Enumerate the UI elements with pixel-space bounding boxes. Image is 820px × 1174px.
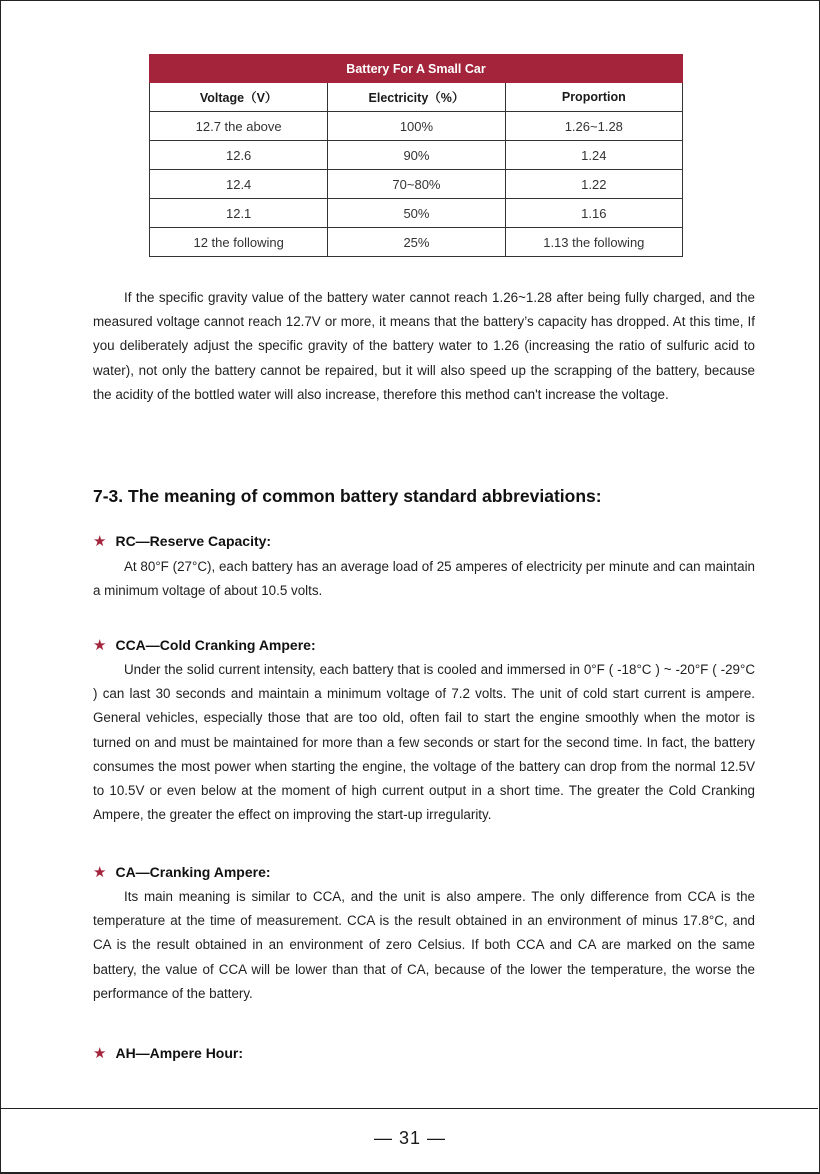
cell-electricity: 90% [328, 141, 505, 170]
cell-voltage: 12.1 [150, 199, 328, 228]
table-row [150, 112, 683, 141]
ca-paragraph: Its main meaning is similar to CCA, and the unit is also ampere. The only difference from CCA is the temperature at the time of measurement. CCA is the result obtained in an environment of minus 17.8°C, and CA is the result obtained in an environment of zero Celsius. If both CCA and CA are marked on the same battery, the value of CCA will be lower than that of CA, because of the lower the temperature, the worse the performance of the battery. [93, 889, 755, 1001]
cca-heading [93, 636, 316, 654]
header-electricity: Electricity（%） [328, 83, 505, 112]
rc-heading [93, 532, 271, 550]
rc-heading-text: RC—Reserve Capacity: [115, 533, 272, 549]
table-row [150, 141, 683, 170]
section-title: 7-3. The meaning of common battery standard abbreviations: [93, 486, 602, 506]
cell-proportion: 1.22 [505, 170, 682, 199]
battery-table [149, 54, 683, 257]
header-voltage: Voltage（V） [150, 83, 328, 112]
cell-electricity: 25% [328, 228, 505, 257]
cell-proportion: 1.16 [505, 199, 682, 228]
cell-voltage: 12.6 [150, 141, 328, 170]
ah-heading-text: AH—Ampere Hour: [115, 1045, 244, 1061]
table-row [150, 199, 683, 228]
header-proportion: Proportion [505, 83, 682, 112]
cca-heading-text: CCA—Cold Cranking Ampere: [115, 637, 316, 653]
cell-voltage: 12 the following [150, 228, 328, 257]
star-icon: ★ [93, 637, 107, 654]
cell-voltage: 12.4 [150, 170, 328, 199]
star-icon: ★ [93, 864, 107, 881]
ca-heading [93, 863, 271, 881]
cell-electricity: 50% [328, 199, 505, 228]
cell-proportion: 1.13 the following [505, 228, 682, 257]
star-icon: ★ [93, 533, 107, 550]
cell-electricity: 100% [328, 112, 505, 141]
table-row [150, 228, 683, 257]
table-row [150, 170, 683, 199]
ah-heading [93, 1044, 243, 1062]
intro-paragraph: If the specific gravity value of the battery water cannot reach 1.26~1.28 after being fully charged, and the measured voltage cannot reach 12.7V or more, it means that the battery’s capacity has dropped. At this time, If you deliberately adjust the specific gravity of the battery water to 1.26 (increasing the ratio of sulfuric acid to water), not only the battery cannot be repaired, but it will also speed up the scrapping of the battery, because the acidity of the bottled water will also increase, therefore this method can't increase the voltage. [93, 290, 755, 402]
rc-paragraph: At 80°F (27°C), each battery has an average load of 25 amperes of electricity per minute and can maintain a minimum voltage of about 10.5 volts. [93, 559, 755, 599]
cell-proportion: 1.26~1.28 [505, 112, 682, 141]
table-caption: Battery For A Small Car [150, 55, 683, 83]
ca-heading-text: CA—Cranking Ampere: [115, 864, 271, 880]
footer-divider [1, 1108, 818, 1109]
star-icon: ★ [93, 1045, 107, 1062]
cell-proportion: 1.24 [505, 141, 682, 170]
cell-electricity: 70~80% [328, 170, 505, 199]
cca-paragraph: Under the solid current intensity, each battery that is cooled and immersed in 0°F ( -18°C ) ~ -20°F ( -29°C ) can last 30 seconds and maintain a minimum voltage of 7.2 volts. The unit of cold start current is ampere. General vehicles, especially those that are too old, often fail to start the engine smoothly when the motor is turned on and must be maintained for more than a few seconds or start for the second time. In fact, the battery consumes the most power when starting the engine, the voltage of the battery can drop from the normal 12.5V to 10.5V or even below at the moment of high current output in a short time. The greater the Cold Cranking Ampere, the greater the effect on improving the start-up irregularity. [93, 662, 755, 823]
page-number: — 31 — [373, 1128, 447, 1148]
cell-voltage: 12.7 the above [150, 112, 328, 141]
